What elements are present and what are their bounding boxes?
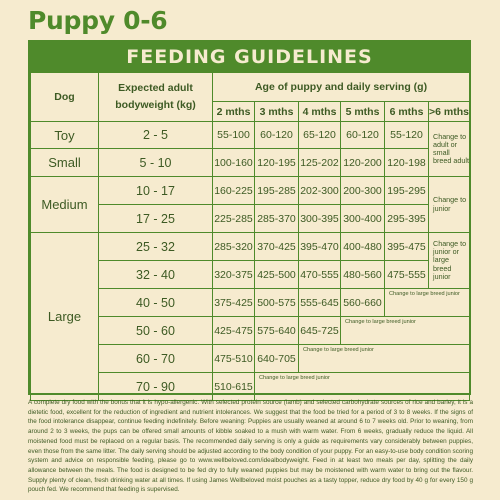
feeding-table — [30, 72, 470, 401]
note-large-junior: Change to large breed junior — [299, 345, 470, 373]
note-large-junior: Change to large breed junior — [255, 373, 470, 401]
serving-cell: 200-300 — [341, 177, 385, 205]
feeding-table-panel — [28, 40, 471, 395]
serving-cell: 295-395 — [385, 205, 429, 233]
age-header-2: 2 mths — [213, 102, 255, 122]
serving-cell: 470-555 — [299, 261, 341, 289]
note-large-junior: Change to large breed junior — [385, 289, 470, 317]
serving-cell: 300-400 — [341, 205, 385, 233]
serving-cell: 300-395 — [299, 205, 341, 233]
serving-cell: 120-198 — [385, 149, 429, 177]
serving-cell: 480-560 — [341, 261, 385, 289]
note-junior: Change to junior — [429, 177, 470, 233]
bodyweight-cell: 40 - 50 — [99, 289, 213, 317]
bodyweight-cell: 25 - 32 — [99, 233, 213, 261]
serving-cell: 55-100 — [213, 122, 255, 149]
serving-cell: 160-225 — [213, 177, 255, 205]
serving-cell: 120-200 — [341, 149, 385, 177]
serving-cell: 195-295 — [385, 177, 429, 205]
note-large-junior: Change to large breed junior — [341, 317, 470, 345]
serving-cell: 320-375 — [213, 261, 255, 289]
serving-cell: 510-615 — [213, 373, 255, 401]
age-header-6: 6 mths — [385, 102, 429, 122]
bodyweight-cell: 5 - 10 — [99, 149, 213, 177]
age-group-header: Age of puppy and daily serving (g) — [213, 73, 470, 102]
serving-cell: 55-120 — [385, 122, 429, 149]
serving-cell: 475-555 — [385, 261, 429, 289]
table-row — [31, 177, 470, 205]
dog-medium: Medium — [31, 177, 99, 233]
serving-cell: 395-470 — [299, 233, 341, 261]
bodyweight-cell: 32 - 40 — [99, 261, 213, 289]
page-title: Puppy 0-6 — [28, 6, 168, 35]
feeding-guidelines-banner: FEEDING GUIDELINES — [30, 42, 469, 72]
bodyweight-cell: 60 - 70 — [99, 345, 213, 373]
bodyweight-cell: 2 - 5 — [99, 122, 213, 149]
serving-cell: 575-640 — [255, 317, 299, 345]
serving-cell: 425-500 — [255, 261, 299, 289]
dog-small: Small — [31, 149, 99, 177]
age-header-3: 3 mths — [255, 102, 299, 122]
note-adult-or-small: Change to adult or small breed adult — [429, 122, 470, 177]
feeding-notes-paragraph: A complete dry food with the bonus that it is hypo-allergenic. With selected protein source (lamb) and selected carbohydrate sources of rice and barley, it is a dietetic food, excellent for the reduction of ingredient and nutrient intolerances. We suggest that the food be tried for a period of 3 to 8 weeks. If the signs of the food intolerance disappear, continue feeding indefinitely. Before weaning: Puppies are usually weaned at around 6 to 7 weeks old. Prior to weaning, from around 2 to 3 weeks, the pups can be offered small amounts of kibble soaked to a mush with warm water. From 6 weeks, gradually reduce the liquid. All moistened food must be replaced on a regular basis. The recommended daily serving is only a guide as requirements vary considerably between puppies, even those from the same litter. The daily serving should be adjusted according to the body condition of your puppy. For an easy-to-use body condition scoring system and advice on responsible feeding, please go to www.wellbeloved.com/idealbodyweight. Feed in at least two meals per day, splitting the daily allowance between the meals. The food is designed to be fed dry to fully weaned puppies but may be moistened with warm water to bring out the flavour. Supply plenty of clean, fresh drinking water at all times. If using James Wellbeloved moist pouches as a tasty topper, reduce dry food by 40 g for every 150 g pouch fed. We recommend that feeding is supervised. — [28, 399, 473, 494]
bodyweight-header: Expected adult bodyweight (kg) — [99, 73, 213, 122]
table-row — [31, 122, 470, 149]
dog-header: Dog — [31, 73, 99, 122]
serving-cell: 202-300 — [299, 177, 341, 205]
age-header-5: 5 mths — [341, 102, 385, 122]
serving-cell: 475-510 — [213, 345, 255, 373]
serving-cell: 125-202 — [299, 149, 341, 177]
note-junior-or-large: Change to junior or large breed junior — [429, 233, 470, 289]
bodyweight-cell: 50 - 60 — [99, 317, 213, 345]
dog-toy: Toy — [31, 122, 99, 149]
serving-cell: 285-370 — [255, 205, 299, 233]
age-header-4: 4 mths — [299, 102, 341, 122]
serving-cell: 645-725 — [299, 317, 341, 345]
serving-cell: 560-660 — [341, 289, 385, 317]
bodyweight-cell: 70 - 90 — [99, 373, 213, 401]
serving-cell: 65-120 — [299, 122, 341, 149]
serving-cell: 555-645 — [299, 289, 341, 317]
serving-cell: 370-425 — [255, 233, 299, 261]
serving-cell: 285-320 — [213, 233, 255, 261]
serving-cell: 195-285 — [255, 177, 299, 205]
bodyweight-cell: 10 - 17 — [99, 177, 213, 205]
serving-cell: 640-705 — [255, 345, 299, 373]
serving-cell: 400-480 — [341, 233, 385, 261]
table-row — [31, 149, 470, 177]
age-header-over6: >6 mths — [429, 102, 470, 122]
serving-cell: 60-120 — [341, 122, 385, 149]
serving-cell: 425-475 — [213, 317, 255, 345]
serving-cell: 225-285 — [213, 205, 255, 233]
bodyweight-cell: 17 - 25 — [99, 205, 213, 233]
serving-cell: 120-195 — [255, 149, 299, 177]
dog-large: Large — [31, 233, 99, 401]
serving-cell: 500-575 — [255, 289, 299, 317]
serving-cell: 60-120 — [255, 122, 299, 149]
serving-cell: 395-475 — [385, 233, 429, 261]
serving-cell: 375-425 — [213, 289, 255, 317]
table-row — [31, 233, 470, 261]
serving-cell: 100-160 — [213, 149, 255, 177]
